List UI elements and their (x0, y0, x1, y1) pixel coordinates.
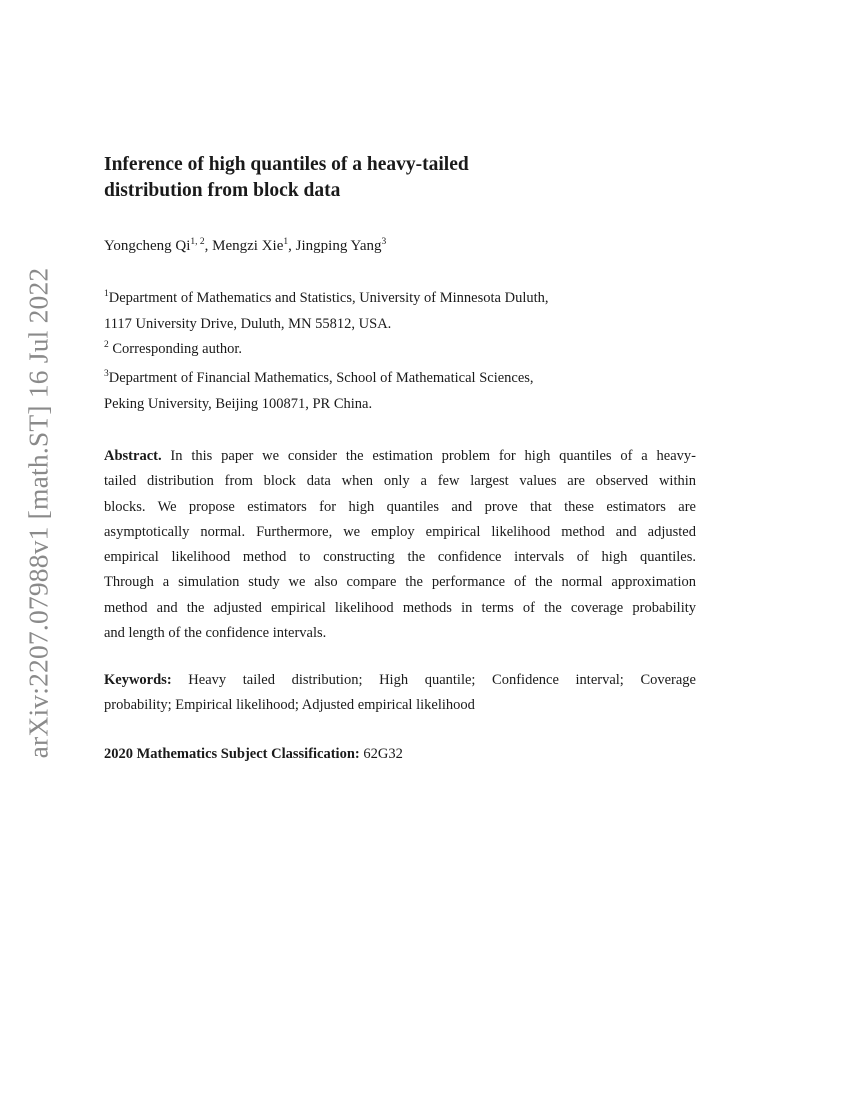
affiliation-line (104, 366, 534, 392)
author-list (104, 238, 386, 255)
keywords-line: probability; Empirical likelihood; Adjusted empirical likelihood (104, 697, 475, 713)
affiliation-mark: 1 (104, 289, 109, 299)
author-affiliation-mark: 1, 2 (190, 237, 205, 247)
abstract-line: asymptotically normal. Furthermore, we employ empirical likelihood method and adjusted (104, 523, 696, 540)
affiliation-block-peking (104, 366, 534, 417)
arxiv-identifier-text: arXiv:2207.07988v1 [math.ST] 16 Jul 2022 (22, 267, 53, 758)
abstract-line: blocks. We propose estimators for high quantiles and prove that these estimators are (104, 498, 696, 515)
author-affiliation-mark: 1 (283, 237, 289, 247)
paper-title (104, 152, 704, 204)
keywords-text: Heavy tailed distribution; High quantile; Confidence interval; Coverage (171, 672, 696, 688)
affiliation-line: 1117 University Drive, Duluth, MN 55812, USA. (104, 315, 392, 332)
abstract-label: Abstract. (104, 448, 162, 464)
author-affiliation-mark: 3 (381, 237, 387, 247)
corresponding-author-note (104, 337, 549, 363)
affiliation-block-minnesota (104, 286, 549, 363)
msc-label: 2020 Mathematics Subject Classification: (104, 746, 360, 762)
keywords-label: Keywords: (104, 672, 172, 688)
abstract-line: and length of the confidence intervals. (104, 625, 327, 642)
paper-title-line: distribution from block data (104, 180, 341, 201)
author-name: Yongcheng Qi (104, 238, 191, 254)
abstract-line: empirical likelihood method to constructing the confidence intervals of high quantiles. (104, 549, 696, 566)
abstract-line: tailed distribution from block data when only a few largest values are observed within (104, 473, 696, 490)
affiliation-mark: 2 (104, 340, 109, 350)
author-separator: , (204, 238, 213, 254)
affiliation-mark: 3 (104, 369, 109, 379)
author-separator: , (288, 238, 296, 254)
abstract-line (104, 444, 696, 469)
author-name: Jingping Yang (295, 238, 382, 254)
author-name: Mengzi Xie (212, 238, 284, 254)
abstract-text: In this paper we consider the estimation problem for high quantiles of a heavy- (161, 448, 696, 464)
msc-value: 62G32 (359, 746, 403, 762)
affiliation-line: Peking University, Beijing 100871, PR China. (104, 395, 373, 412)
abstract-line: Through a simulation study we also compare the performance of the normal approximation (104, 574, 696, 591)
keywords-line (104, 668, 696, 693)
subject-classification (104, 746, 403, 763)
affiliation-text: Department of Financial Mathematics, School of Mathematical Sciences, (108, 370, 534, 386)
paper-title-line: Inference of high quantiles of a heavy-tailed (104, 154, 469, 175)
abstract (104, 444, 696, 646)
keywords (104, 668, 696, 718)
abstract-line: method and the adjusted empirical likelihood methods in terms of the coverage probability (104, 599, 696, 616)
corresponding-author-text: Corresponding author. (108, 341, 243, 357)
affiliation-text: Department of Mathematics and Statistics, University of Minnesota Duluth, (108, 290, 549, 306)
affiliation-line (104, 286, 549, 312)
arxiv-identifier-stamp (21, 260, 55, 765)
